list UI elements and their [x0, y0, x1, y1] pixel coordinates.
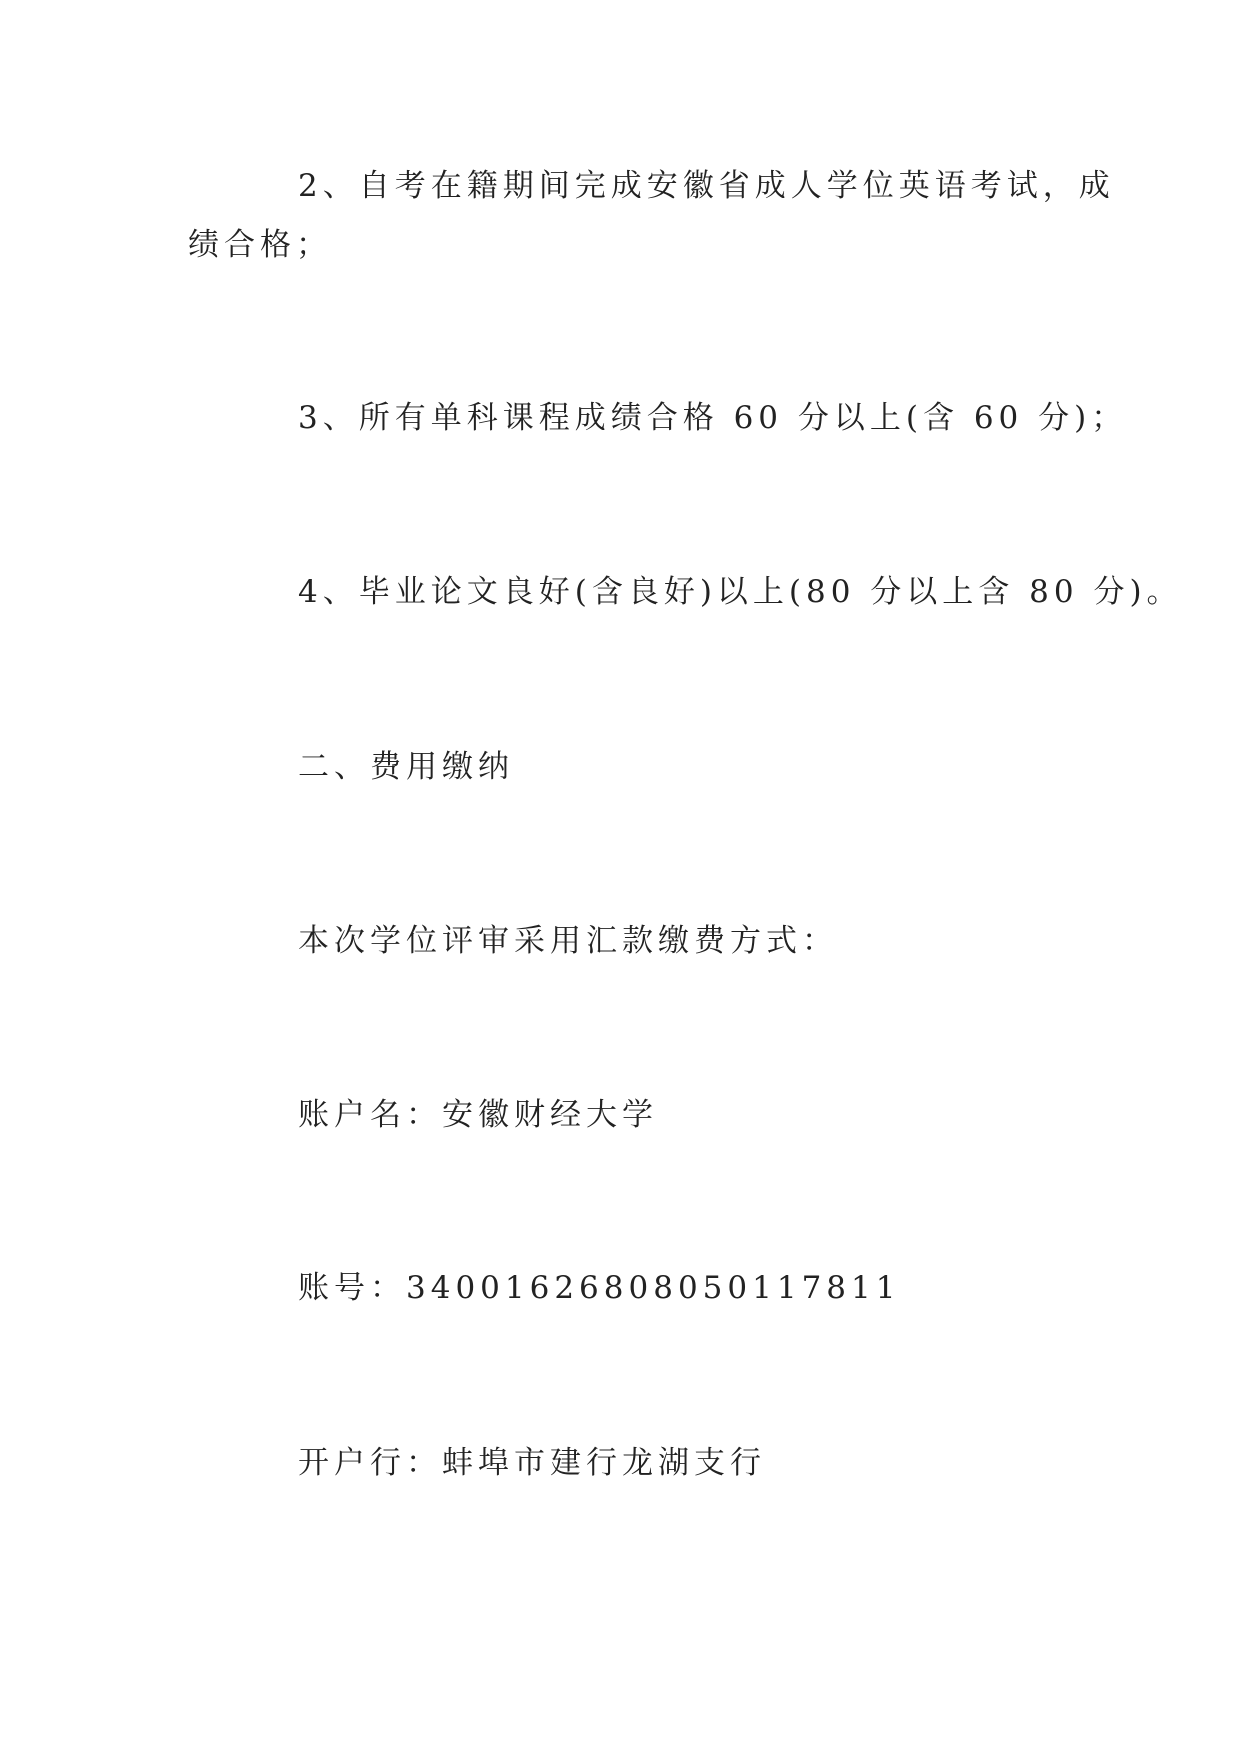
requirement-3: 3、所有单科课程成绩合格 60 分以上(含 60 分)； [298, 400, 1128, 436]
payment-method-text: 本次学位评审采用汇款缴费方式： [298, 923, 838, 959]
requirement-2-line-1: 2、自考在籍期间完成安徽省成人学位英语考试，成 [298, 168, 1115, 204]
bank-branch-text: 开户行：蚌埠市建行龙湖支行 [298, 1445, 766, 1481]
requirement-2-line-2: 绩合格； [188, 227, 332, 263]
section-heading-fee-payment: 二、费用缴纳 [298, 749, 514, 785]
account-number-text: 账号：34001626808050117811 [298, 1270, 901, 1306]
account-name-text: 账户名：安徽财经大学 [298, 1097, 658, 1133]
requirement-4: 4、毕业论文良好(含良好)以上(80 分以上含 80 分)。 [298, 574, 1183, 610]
